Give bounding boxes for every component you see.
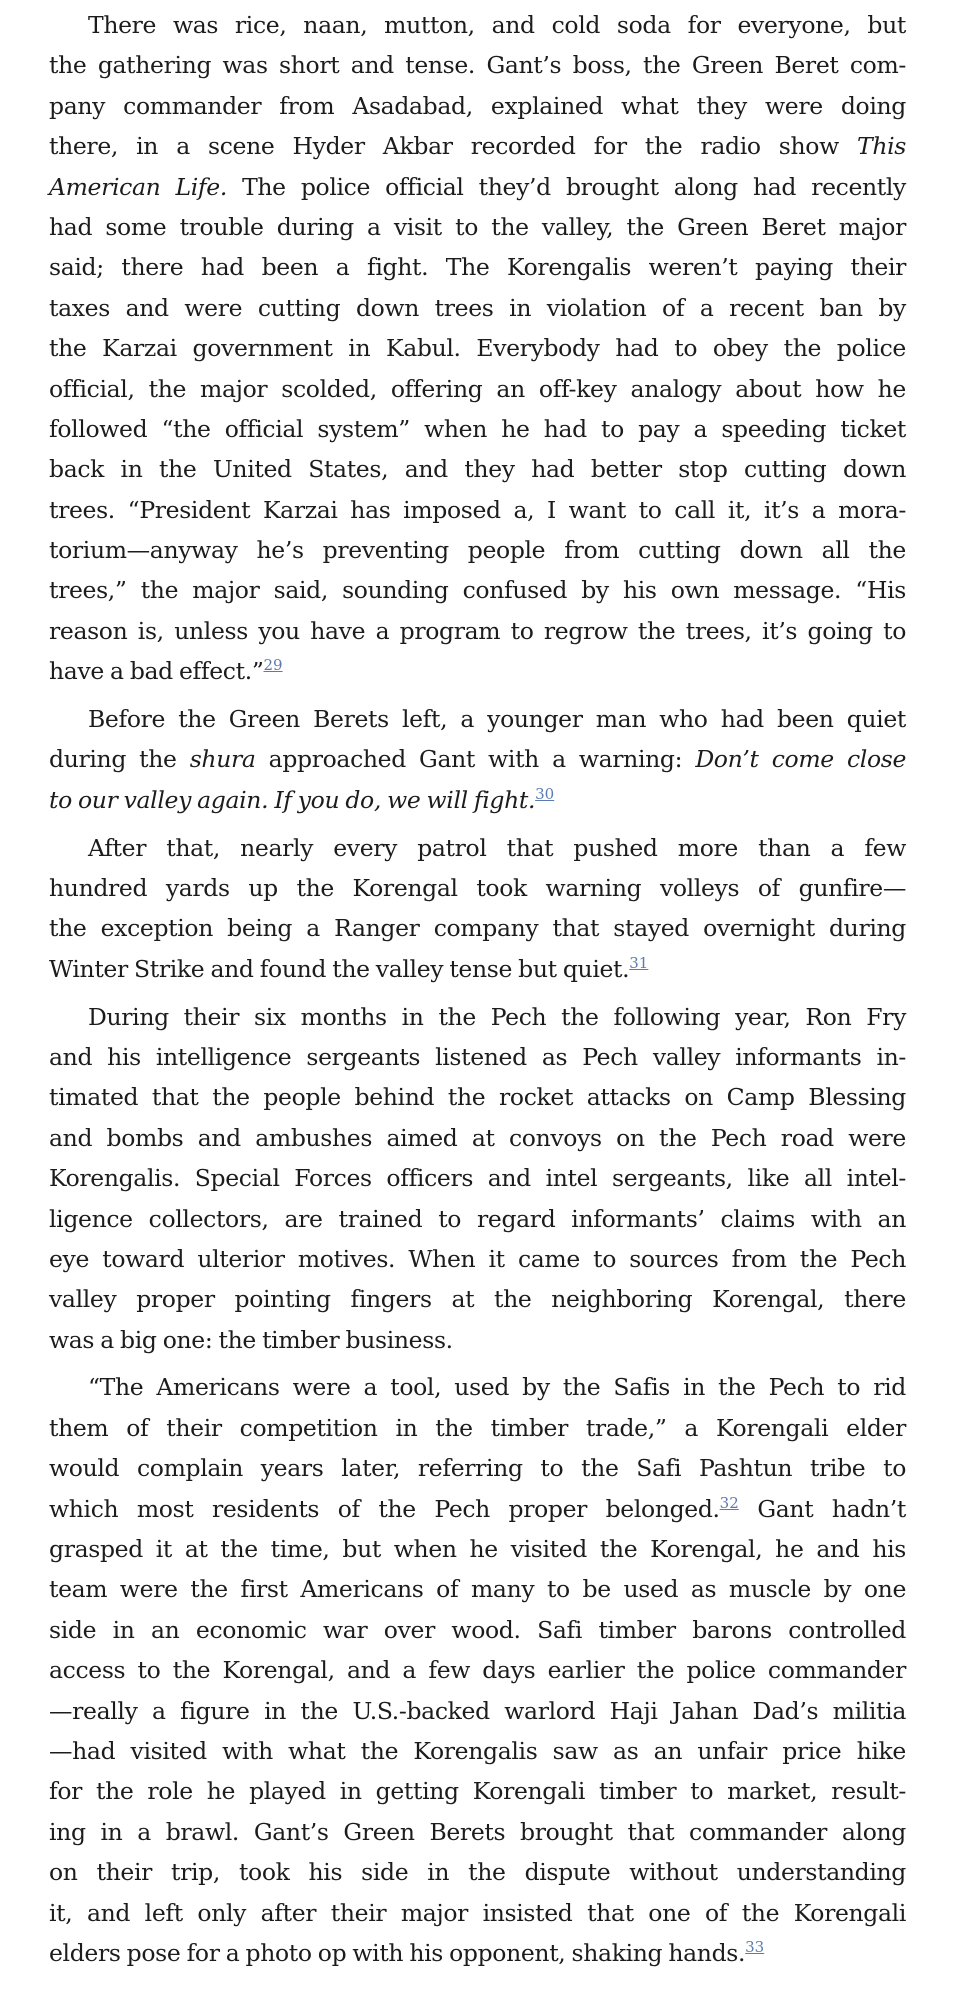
- text-run: During their six months in the Pech the following year, Ron Fry: [88, 1002, 906, 1031]
- text-line: [49, 699, 906, 739]
- footnote-link[interactable]: 33: [745, 1937, 765, 1956]
- text-line: [49, 328, 906, 368]
- paragraph: [49, 5, 906, 692]
- text-run: Before the Green Berets left, a younger man who had been quiet: [88, 705, 906, 734]
- text-run: —really a figure in the U.S.-backed warlord Haji Jahan Dad’s militia: [49, 1696, 906, 1725]
- text-run: on their trip, took his side in the dispute without understanding: [49, 1858, 906, 1887]
- text-line: [49, 1893, 906, 1933]
- text-line: [49, 1408, 906, 1448]
- text-run: Gant hadn’t: [738, 1494, 906, 1523]
- text-line: [49, 1118, 906, 1158]
- text-run: approached Gant with a warning:: [255, 745, 696, 774]
- text-run: timated that the people behind the rocket attacks on Camp Blessing: [49, 1083, 906, 1112]
- text-run: there, in a scene Hyder Akbar recorded for the radio show: [49, 132, 857, 161]
- text-run: team were the first Americans of many to be used as muscle by one: [49, 1575, 906, 1604]
- text-line: [49, 1239, 906, 1279]
- text-line: [49, 1077, 906, 1117]
- text-line: [49, 651, 906, 691]
- text-run: pany commander from Asadabad, explained what they were doing: [49, 91, 906, 120]
- text-line: [49, 997, 906, 1037]
- text-run: ing in a brawl. Gant’s Green Berets brought that commander along: [49, 1817, 906, 1846]
- text-line: [49, 1610, 906, 1650]
- text-run: back in the United States, and they had better stop cutting down: [49, 455, 906, 484]
- text-line: [49, 1158, 906, 1198]
- text-run: said; there had been a fight. The Korengalis weren’t paying their: [49, 253, 906, 282]
- text-line: [49, 1489, 906, 1529]
- text-line: [49, 490, 906, 530]
- text-run: the Karzai government in Kabul. Everybody had to obey the police: [49, 334, 906, 363]
- text-run: it, and left only after their major insisted that one of the Korengali: [49, 1898, 906, 1927]
- text-line: [49, 530, 906, 570]
- text-line: [49, 167, 906, 207]
- text-run: had some trouble during a visit to the valley, the Green Beret major: [49, 212, 906, 241]
- italic-text: shura: [189, 745, 256, 774]
- italic-text: American Life.: [49, 172, 227, 201]
- paragraph: [49, 828, 906, 990]
- footnote-link[interactable]: 30: [535, 784, 555, 803]
- footnote-link[interactable]: 31: [629, 953, 649, 972]
- text-run: trees,” the major said, sounding confused by his own message. “His: [49, 576, 906, 605]
- paragraph: [49, 699, 906, 820]
- text-run: and bombs and ambushes aimed at convoys on the Pech road were: [49, 1123, 906, 1152]
- text-line: [49, 780, 906, 820]
- text-line: [49, 1448, 906, 1488]
- text-run: Korengalis. Special Forces officers and intel sergeants, like all intel-: [49, 1164, 906, 1193]
- text-line: [49, 409, 906, 449]
- text-run: trees. “President Karzai has imposed a, I want to call it, it’s a mora-: [49, 495, 906, 524]
- text-line: [49, 1367, 906, 1407]
- text-run: grasped it at the time, but when he visited the Korengal, he and his: [49, 1535, 906, 1564]
- text-line: [49, 1650, 906, 1690]
- text-run: “The Americans were a tool, used by the Safis in the Pech to rid: [88, 1373, 906, 1402]
- text-line: [49, 5, 906, 45]
- text-line: [49, 1529, 906, 1569]
- text-run: during the: [49, 745, 190, 774]
- text-run: was a big one: the timber business.: [49, 1325, 453, 1354]
- footnote-link[interactable]: 32: [719, 1493, 739, 1512]
- text-run: which most residents of the Pech proper belonged.: [49, 1494, 720, 1523]
- text-run: taxes and were cutting down trees in violation of a recent ban by: [49, 293, 906, 322]
- text-run: and his intelligence sergeants listened as Pech valley informants in-: [49, 1042, 906, 1071]
- text-line: [49, 1731, 906, 1771]
- text-line: [49, 1691, 906, 1731]
- paragraph: [49, 997, 906, 1361]
- text-line: [49, 207, 906, 247]
- text-line: [49, 1279, 906, 1319]
- text-line: [49, 288, 906, 328]
- text-run: hundred yards up the Korengal took warning volleys of gunfire—: [49, 873, 906, 902]
- text-line: [49, 126, 906, 166]
- book-page: [49, 5, 906, 1981]
- paragraph: [49, 1367, 906, 1973]
- text-line: [49, 369, 906, 409]
- text-line: [49, 949, 906, 989]
- text-run: have a bad effect.”: [49, 657, 264, 686]
- text-run: There was rice, naan, mutton, and cold soda for everyone, but: [88, 11, 906, 39]
- text-line: [49, 828, 906, 868]
- footnote-link[interactable]: 29: [263, 656, 283, 675]
- text-line: [49, 247, 906, 287]
- text-line: [49, 1933, 906, 1973]
- text-run: the exception being a Ranger company that stayed overnight during: [49, 914, 906, 943]
- text-line: [49, 1037, 906, 1077]
- text-run: ligence collectors, are trained to regard informants’ claims with an: [49, 1204, 906, 1233]
- text-run: would complain years later, referring to the Safi Pashtun tribe to: [49, 1454, 906, 1483]
- text-line: [49, 611, 906, 651]
- text-run: —had visited with what the Korengalis saw as an unfair price hike: [49, 1736, 906, 1765]
- text-line: [49, 739, 906, 779]
- text-run: eye toward ulterior motives. When it came to sources from the Pech: [49, 1244, 906, 1273]
- text-line: [49, 908, 906, 948]
- text-line: [49, 1812, 906, 1852]
- text-line: [49, 1569, 906, 1609]
- italic-text: This: [857, 132, 906, 161]
- text-run: reason is, unless you have a program to regrow the trees, it’s going to: [49, 616, 906, 645]
- text-line: [49, 1771, 906, 1811]
- text-run: access to the Korengal, and a few days earlier the police commander: [49, 1656, 906, 1685]
- text-line: [49, 45, 906, 85]
- text-run: elders pose for a photo op with his opponent, shaking hands.: [49, 1938, 746, 1967]
- text-run: side in an economic war over wood. Safi timber barons controlled: [49, 1615, 906, 1644]
- text-run: them of their competition in the timber trade,” a Korengali elder: [49, 1413, 906, 1442]
- text-run: for the role he played in getting Korengali timber to market, result-: [49, 1777, 906, 1806]
- text-line: [49, 868, 906, 908]
- text-line: [49, 1852, 906, 1892]
- text-run: torium—anyway he’s preventing people from cutting down all the: [49, 536, 906, 565]
- italic-text: to our valley again. If you do, we will fight.: [49, 785, 536, 814]
- text-line: [49, 570, 906, 610]
- italic-text: Don’t come close: [695, 745, 907, 774]
- text-run: official, the major scolded, offering an off-key analogy about how he: [49, 374, 906, 403]
- text-line: [49, 449, 906, 489]
- text-line: [49, 1320, 906, 1360]
- text-line: [49, 1199, 906, 1239]
- text-run: The police official they’d brought along had recently: [226, 172, 906, 201]
- text-run: After that, nearly every patrol that pushed more than a few: [88, 833, 906, 862]
- text-run: Winter Strike and found the valley tense but quiet.: [49, 954, 630, 983]
- text-run: the gathering was short and tense. Gant’s boss, the Green Beret com-: [49, 51, 906, 80]
- text-run: valley proper pointing fingers at the neighboring Korengal, there: [49, 1285, 906, 1314]
- text-line: [49, 86, 906, 126]
- text-run: followed “the official system” when he had to pay a speeding ticket: [49, 414, 906, 443]
